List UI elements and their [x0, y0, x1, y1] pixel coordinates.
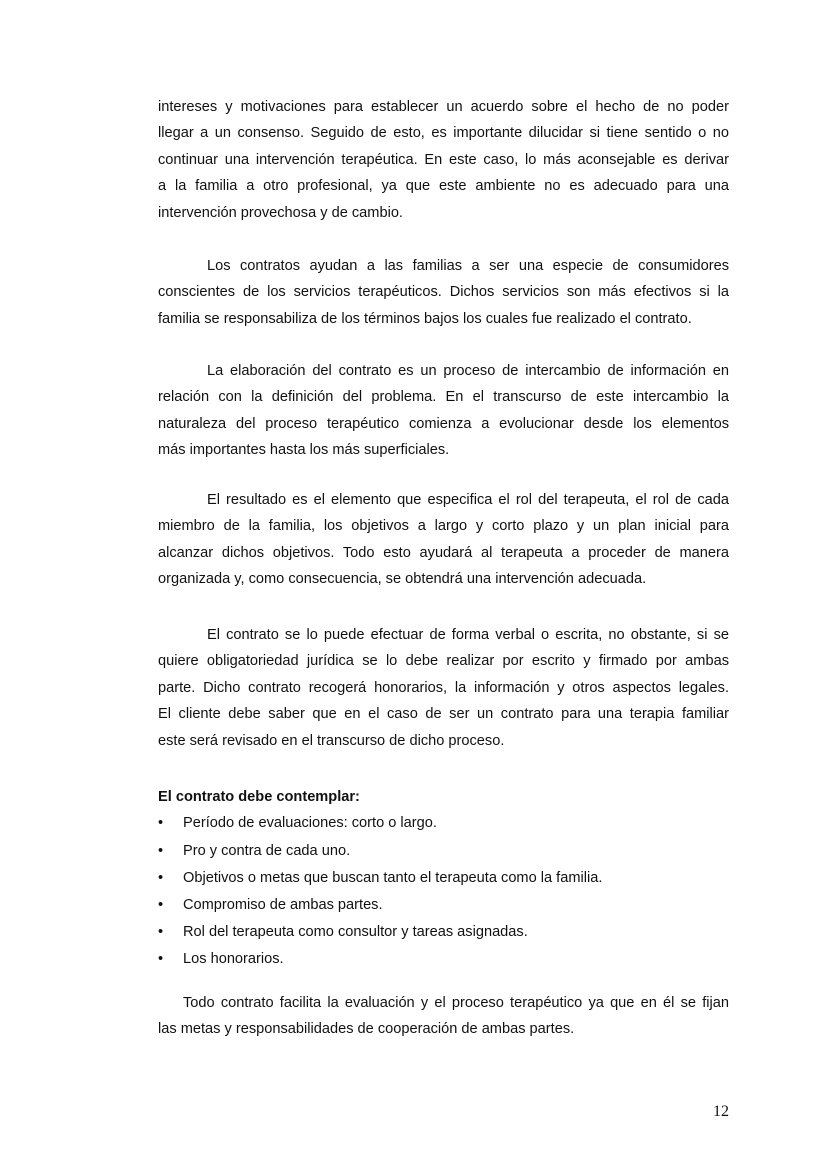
list-item-text: Objetivos o metas que buscan tanto el terapeuta como la familia.	[183, 869, 603, 886]
text-line: organizada y, como consecuencia, se obtendrá una intervención adecuada.	[158, 571, 647, 588]
text-line: conscientes de los servicios terapéuticos. Dichos servicios son más efectivos si la	[158, 284, 729, 301]
text-line: naturaleza del proceso terapéutico comienza a evolucionar desde los elementos	[158, 415, 729, 432]
list-item	[158, 810, 729, 837]
list-item	[158, 892, 729, 919]
paragraph-4	[158, 487, 729, 593]
text-line: parte. Dicho contrato recogerá honorarios, la información y otros aspectos legales.	[158, 679, 729, 696]
text-line: La elaboración del contrato es un proceso de intercambio de información en	[207, 363, 729, 379]
text-line: las metas y responsabilidades de cooperación de ambas partes.	[158, 1021, 575, 1038]
paragraph-3	[158, 358, 729, 464]
text-line: familia se responsabiliza de los términos bajos los cuales fue realizado el contrato.	[158, 310, 692, 327]
list-item	[158, 838, 729, 865]
list-item	[158, 865, 729, 892]
bullet-icon: •	[158, 924, 164, 941]
text-line: este será revisado en el transcurso de dicho proceso.	[158, 732, 505, 749]
list-item	[158, 946, 729, 973]
text-line: más importantes hasta los más superficiales.	[158, 442, 450, 459]
list-heading: El contrato debe contemplar:	[158, 789, 360, 805]
text-line: a la familia a otro profesional, ya que este ambiente no es adecuado para una	[158, 178, 729, 195]
list-item	[158, 919, 729, 946]
paragraph-1	[158, 94, 729, 226]
text-line: intervención provechosa y de cambio.	[158, 204, 403, 221]
text-line: llegar a un consenso. Seguido de esto, es importante dilucidar si tiene sentido o no	[158, 125, 729, 142]
closing-paragraph	[158, 990, 729, 1043]
text-line: intereses y motivaciones para establecer un acuerdo sobre el hecho de no poder	[158, 99, 729, 115]
text-line: El cliente debe saber que en el caso de ser un contrato para una terapia familiar	[158, 706, 729, 723]
text-line: miembro de la familia, los objetivos a largo y corto plazo y un plan inicial para	[158, 518, 729, 535]
paragraph-2	[158, 253, 729, 332]
text-line: relación con la definición del problema. En el transcurso de este intercambio la	[158, 389, 729, 406]
bullet-icon: •	[158, 951, 164, 968]
list-item-text: Rol del terapeuta como consultor y tareas asignadas.	[183, 924, 528, 941]
page-number: 12	[713, 1103, 729, 1120]
bullet-icon: •	[158, 869, 164, 886]
bullet-icon: •	[158, 896, 164, 913]
text-line: alcanzar dichos objetivos. Todo esto ayudará al terapeuta a proceder de manera	[158, 544, 729, 561]
contract-list	[158, 784, 729, 974]
text-line: El contrato se lo puede efectuar de forma verbal o escrita, no obstante, si se	[207, 627, 729, 643]
text-line: Todo contrato facilita la evaluación y el proceso terapéutico ya que en él se fijan	[183, 995, 729, 1011]
text-line: quiere obligatoriedad jurídica se lo debe realizar por escrito y firmado por ambas	[158, 653, 729, 670]
bullet-icon: •	[158, 815, 164, 832]
text-line: Los contratos ayudan a las familias a ser una especie de consumidores	[207, 258, 729, 274]
bullet-icon: •	[158, 842, 164, 859]
list-item-text: Pro y contra de cada uno.	[183, 842, 351, 859]
paragraph-5	[158, 622, 729, 754]
text-line: continuar una intervención terapéutica. En este caso, lo más aconsejable es derivar	[158, 151, 729, 168]
text-line: El resultado es el elemento que especifica el rol del terapeuta, el rol de cada	[207, 492, 729, 508]
list-item-text: Los honorarios.	[183, 951, 284, 968]
list-item-text: Compromiso de ambas partes.	[183, 896, 383, 913]
list-item-text: Período de evaluaciones: corto o largo.	[183, 815, 437, 832]
